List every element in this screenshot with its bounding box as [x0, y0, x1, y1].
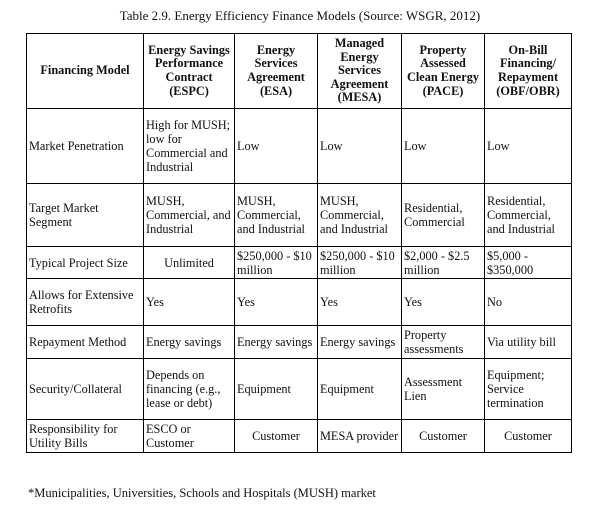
- table-cell: Residential, Commercial: [402, 184, 485, 247]
- column-header-obf-obr: On-Bill Financing/ Repayment (OBF/OBR): [485, 34, 572, 109]
- table-cell: Low: [235, 109, 318, 184]
- table-cell: MUSH, Commercial, and Industrial: [235, 184, 318, 247]
- table-cell: Via utility bill: [485, 326, 572, 359]
- table-cell: Customer: [235, 420, 318, 453]
- table-cell: Energy savings: [235, 326, 318, 359]
- row-label-target-market-segment: Target Market Segment: [27, 184, 144, 247]
- table-cell: Customer: [485, 420, 572, 453]
- table-cell: Energy savings: [318, 326, 402, 359]
- table-cell: High for MUSH; low for Commercial and Industrial: [144, 109, 235, 184]
- header-row: [27, 34, 572, 109]
- table-cell: $250,000 - $10 million: [235, 247, 318, 279]
- column-header-espc: Energy Savings Performance Contract (ESPC): [144, 34, 235, 109]
- table-cell: Customer: [402, 420, 485, 453]
- table-cell: No: [485, 279, 572, 326]
- table-cell: $250,000 - $10 million: [318, 247, 402, 279]
- table-caption: Table 2.9. Energy Efficiency Finance Models (Source: WSGR, 2012): [119, 8, 481, 23]
- table-cell: ESCO or Customer: [144, 420, 235, 453]
- table-cell: Yes: [144, 279, 235, 326]
- table-cell: Yes: [318, 279, 402, 326]
- table-cell: MUSH, Commercial, and Industrial: [318, 184, 402, 247]
- row-label-security-collateral: Security/Collateral: [27, 359, 144, 420]
- table-row-extensive-retrofits: [27, 279, 572, 326]
- table-cell: Depends on financing (e.g., lease or debt): [144, 359, 235, 420]
- table-cell: Equipment; Service termination: [485, 359, 572, 420]
- column-header-esa: Energy Services Agreement (ESA): [235, 34, 318, 109]
- table-cell: Property assessments: [402, 326, 485, 359]
- table-cell: Yes: [402, 279, 485, 326]
- table-cell: $5,000 - $350,000: [485, 247, 572, 279]
- table-cell: Residential, Commercial, and Industrial: [485, 184, 572, 247]
- table-cell: MESA provider: [318, 420, 402, 453]
- table-cell: Equipment: [318, 359, 402, 420]
- column-header-financing-model: Financing Model: [27, 34, 144, 109]
- table-cell: Energy savings: [144, 326, 235, 359]
- table-cell: Assessment Lien: [402, 359, 485, 420]
- finance-models-table: [26, 33, 572, 453]
- table-row-utility-bills: [27, 420, 572, 453]
- table-cell: Unlimited: [144, 247, 235, 279]
- table-cell: Equipment: [235, 359, 318, 420]
- table-row-security-collateral: [27, 359, 572, 420]
- row-label-market-penetration: Market Penetration: [27, 109, 144, 184]
- row-label-typical-project-size: Typical Project Size: [27, 247, 144, 279]
- column-header-pace: Property Assessed Clean Energy (PACE): [402, 34, 485, 109]
- table-cell: Yes: [235, 279, 318, 326]
- table-cell: Low: [485, 109, 572, 184]
- row-label-repayment-method: Repayment Method: [27, 326, 144, 359]
- table-cell: MUSH, Commercial, and Industrial: [144, 184, 235, 247]
- table-row-project-size: [27, 247, 572, 279]
- table-cell: $2,000 - $2.5 million: [402, 247, 485, 279]
- row-label-allows-extensive-retrofits: Allows for Extensive Retrofits: [27, 279, 144, 326]
- table-cell: Low: [318, 109, 402, 184]
- row-label-responsibility-utility-bills: Responsibility for Utility Bills: [27, 420, 144, 453]
- column-header-mesa: Managed Energy Services Agreement (MESA): [318, 34, 402, 109]
- table-cell: Low: [402, 109, 485, 184]
- table-row-repayment-method: [27, 326, 572, 359]
- table-row-market-penetration: [27, 109, 572, 184]
- table-row-target-market: [27, 184, 572, 247]
- table-footnote: *Municipalities, Universities, Schools and Hospitals (MUSH) market: [28, 486, 376, 500]
